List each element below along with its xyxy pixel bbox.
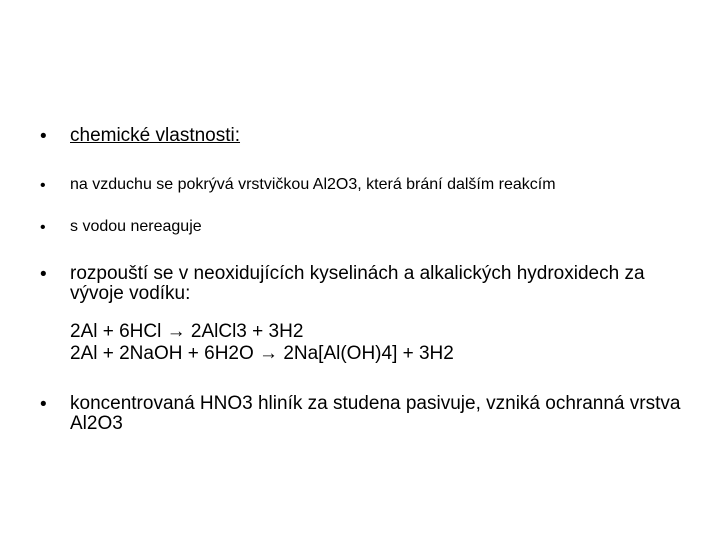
list-item-air-oxide-layer [40,177,700,194]
bullet: • [40,177,46,194]
list-item-text: na vzduchu se pokrývá vrstvičkou Al2O3, která brání dalším reakcím [70,176,556,193]
bullet: • [40,126,47,147]
bullet: • [40,394,47,415]
list-item-text: koncentrovaná HNO3 hliník za studena pasivuje, vzniká ochranná vrstva Al2O3 [70,393,681,434]
list-item-dissolves-in-acids [40,264,700,304]
list-item-chemical-properties [40,126,700,146]
equation-naoh: 2Al + 2NaOH + 6H2O → 2Na[Al(OH)4] + 3H2 [70,343,454,364]
equation-hcl: 2Al + 6HCl → 2AlCl3 + 3H2 [70,321,304,342]
list-item-text: s vodou nereaguje [70,218,202,235]
bullet: • [40,264,47,285]
list-item-water [40,219,700,236]
list-item-text: rozpouští se v neoxidujících kyselinách a alkalických hydroxidech za vývoje vodíku: [70,263,645,304]
bullet: • [40,219,46,236]
list-item-hno3-passivation [40,394,700,434]
section-heading: chemické vlastnosti: [70,125,241,146]
